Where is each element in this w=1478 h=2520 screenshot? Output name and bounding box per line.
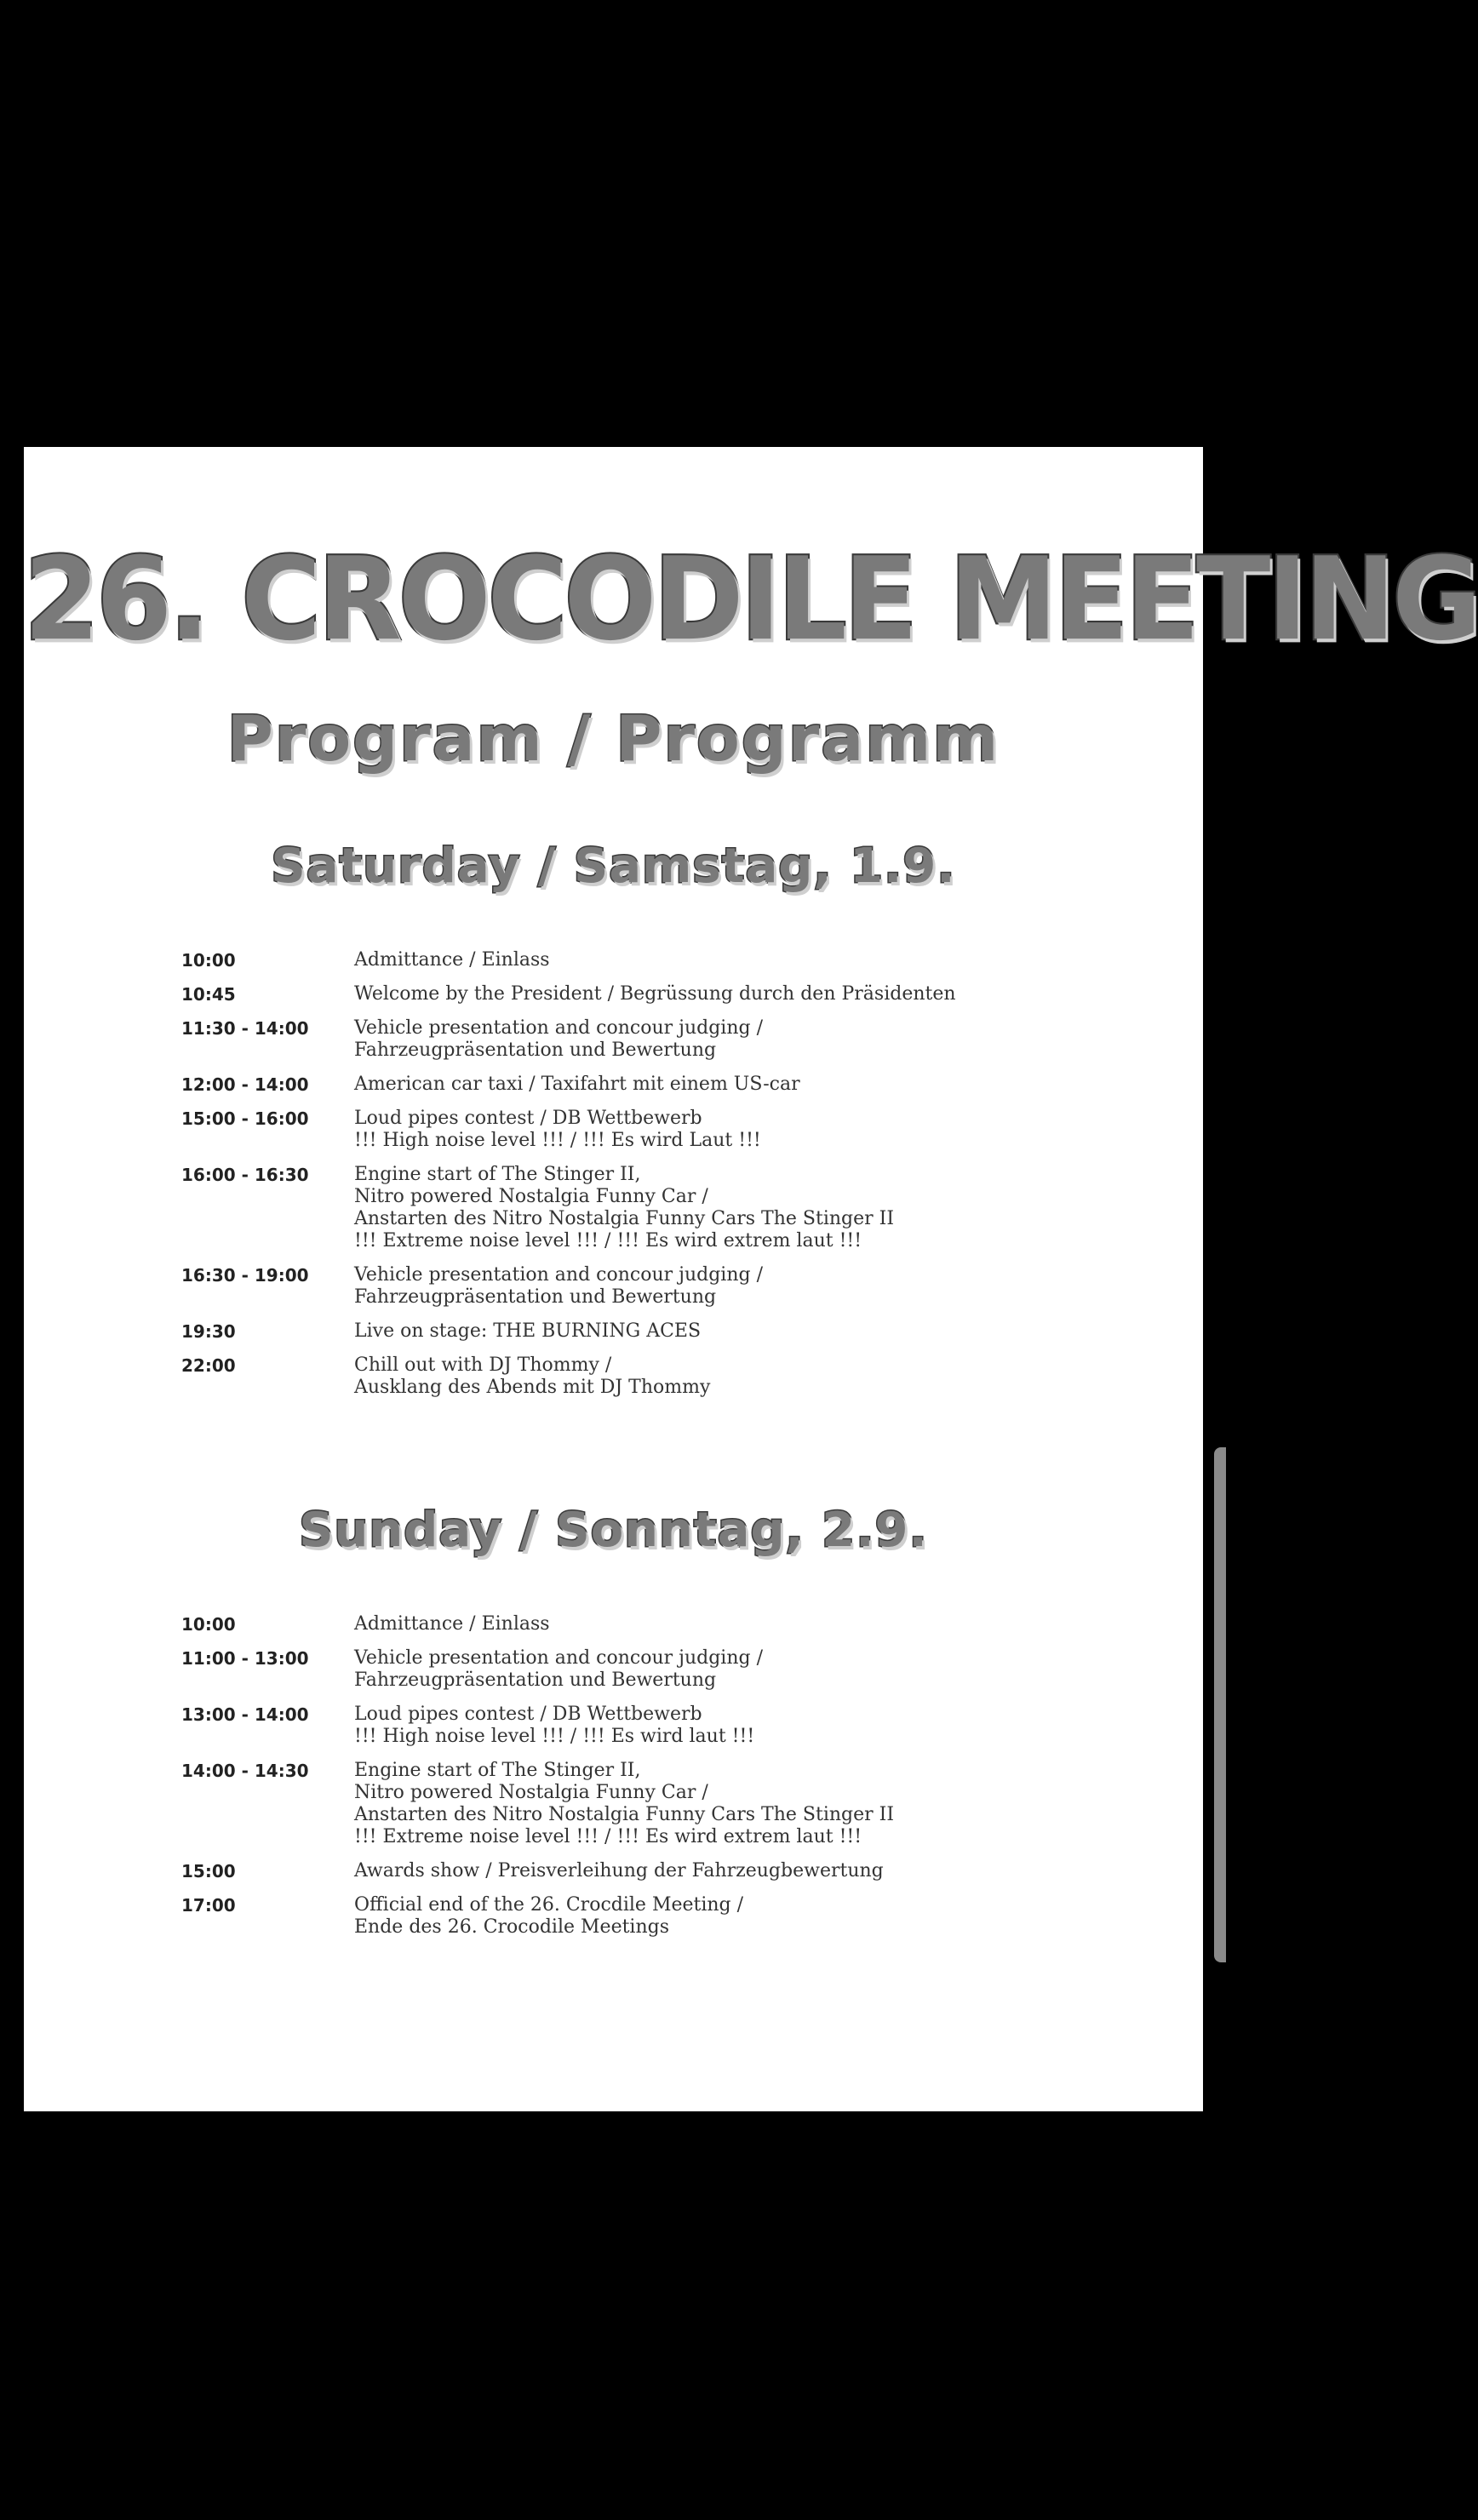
event-line: Awards show / Preisverleihung der Fahrzeugbewertung [354, 1860, 884, 1881]
day-heading-saturday: Saturday / Samstag, 1.9. [271, 839, 956, 894]
event-line: Vehicle presentation and concour judging / [354, 1017, 763, 1039]
schedule-row [181, 983, 1143, 1005]
event-line: Nitro powered Nostalgia Funny Car / [354, 1782, 708, 1803]
schedule-row [181, 1320, 1143, 1343]
event-line: Vehicle presentation and concour judging / [354, 1264, 763, 1286]
schedule-row [181, 1354, 1143, 1399]
event-line: !!! High noise level !!! / !!! Es wird laut !!! [354, 1726, 755, 1747]
event-description [354, 1164, 1143, 1252]
event-line: !!! High noise level !!! / !!! Es wird Laut !!! [354, 1130, 761, 1151]
event-time: 10:45 [181, 984, 236, 1005]
schedule-row [181, 1760, 1143, 1848]
event-description [354, 1074, 1143, 1096]
event-description [354, 1647, 1143, 1692]
event-time: 11:30 - 14:00 [181, 1018, 309, 1039]
event-description [354, 1320, 1143, 1343]
event-description [354, 949, 1143, 971]
event-time: 17:00 [181, 1895, 236, 1916]
event-description [354, 1613, 1143, 1635]
event-line: Chill out with DJ Thommy / [354, 1354, 612, 1376]
event-line: Live on stage: THE BURNING ACES [354, 1320, 702, 1342]
event-line: Admittance / Einlass [354, 949, 550, 971]
event-time: 15:00 [181, 1861, 236, 1881]
event-line: Welcome by the President / Begrüssung durch den Präsidenten [354, 983, 956, 1005]
schedule-row [181, 1264, 1143, 1309]
event-line: Ende des 26. Crocodile Meetings [354, 1916, 670, 1938]
event-line: Engine start of The Stinger II, [354, 1164, 641, 1185]
scroll-handle[interactable] [1214, 1447, 1226, 1962]
schedule-row [181, 1613, 1143, 1635]
event-line: Nitro powered Nostalgia Funny Car / [354, 1186, 708, 1207]
event-line: !!! Extreme noise level !!! / !!! Es wird extrem laut !!! [354, 1826, 862, 1847]
schedule-sunday [181, 1613, 1143, 1950]
event-line: Anstarten des Nitro Nostalgia Funny Cars The Stinger II [354, 1208, 895, 1229]
event-description [354, 1894, 1143, 1939]
event-time: 14:00 - 14:30 [181, 1761, 309, 1781]
event-time: 13:00 - 14:00 [181, 1704, 309, 1725]
schedule-row [181, 1894, 1143, 1939]
schedule-row [181, 1164, 1143, 1252]
event-time: 16:30 - 19:00 [181, 1265, 309, 1286]
event-description [354, 983, 1143, 1005]
schedule-row [181, 1108, 1143, 1152]
event-line: American car taxi / Taxifahrt mit einem US-car [354, 1074, 800, 1095]
program-subtitle: Program / Programm [226, 702, 1000, 776]
schedule-row [181, 1647, 1143, 1692]
event-line: Engine start of The Stinger II, [354, 1760, 641, 1781]
event-line: !!! Extreme noise level !!! / !!! Es wird extrem laut !!! [354, 1230, 862, 1251]
event-description [354, 1704, 1143, 1748]
page-title: 26. CROCODILE MEETING [24, 533, 1478, 667]
event-time: 12:00 - 14:00 [181, 1074, 309, 1095]
event-description [354, 1017, 1143, 1062]
schedule-row [181, 1074, 1143, 1096]
schedule-saturday [181, 949, 1143, 1411]
schedule-row [181, 1860, 1143, 1882]
event-time: 11:00 - 13:00 [181, 1648, 309, 1669]
event-time: 19:30 [181, 1321, 236, 1342]
event-line: Fahrzeugpräsentation und Bewertung [354, 1286, 717, 1308]
event-description [354, 1264, 1143, 1309]
event-time: 22:00 [181, 1355, 236, 1376]
day-heading-sunday: Sunday / Sonntag, 2.9. [299, 1503, 928, 1558]
event-time: 10:00 [181, 1614, 236, 1635]
event-line: Vehicle presentation and concour judging / [354, 1647, 763, 1669]
event-line: Admittance / Einlass [354, 1613, 550, 1635]
event-time: 10:00 [181, 950, 236, 971]
event-line: Loud pipes contest / DB Wettbewerb [354, 1108, 702, 1129]
event-line: Ausklang des Abends mit DJ Thommy [354, 1377, 711, 1398]
program-sheet [24, 447, 1478, 2111]
schedule-row [181, 949, 1143, 971]
event-description [354, 1860, 1143, 1882]
event-description [354, 1760, 1143, 1848]
event-description [354, 1354, 1143, 1399]
schedule-row [181, 1017, 1143, 1062]
event-line: Fahrzeugpräsentation und Bewertung [354, 1040, 717, 1061]
event-line: Anstarten des Nitro Nostalgia Funny Cars The Stinger II [354, 1804, 895, 1825]
event-line: Official end of the 26. Crocdile Meeting / [354, 1894, 744, 1916]
schedule-row [181, 1704, 1143, 1748]
event-time: 16:00 - 16:30 [181, 1165, 309, 1185]
event-line: Fahrzeugpräsentation und Bewertung [354, 1670, 717, 1691]
event-time: 15:00 - 16:00 [181, 1108, 309, 1129]
event-description [354, 1108, 1143, 1152]
event-line: Loud pipes contest / DB Wettbewerb [354, 1704, 702, 1725]
